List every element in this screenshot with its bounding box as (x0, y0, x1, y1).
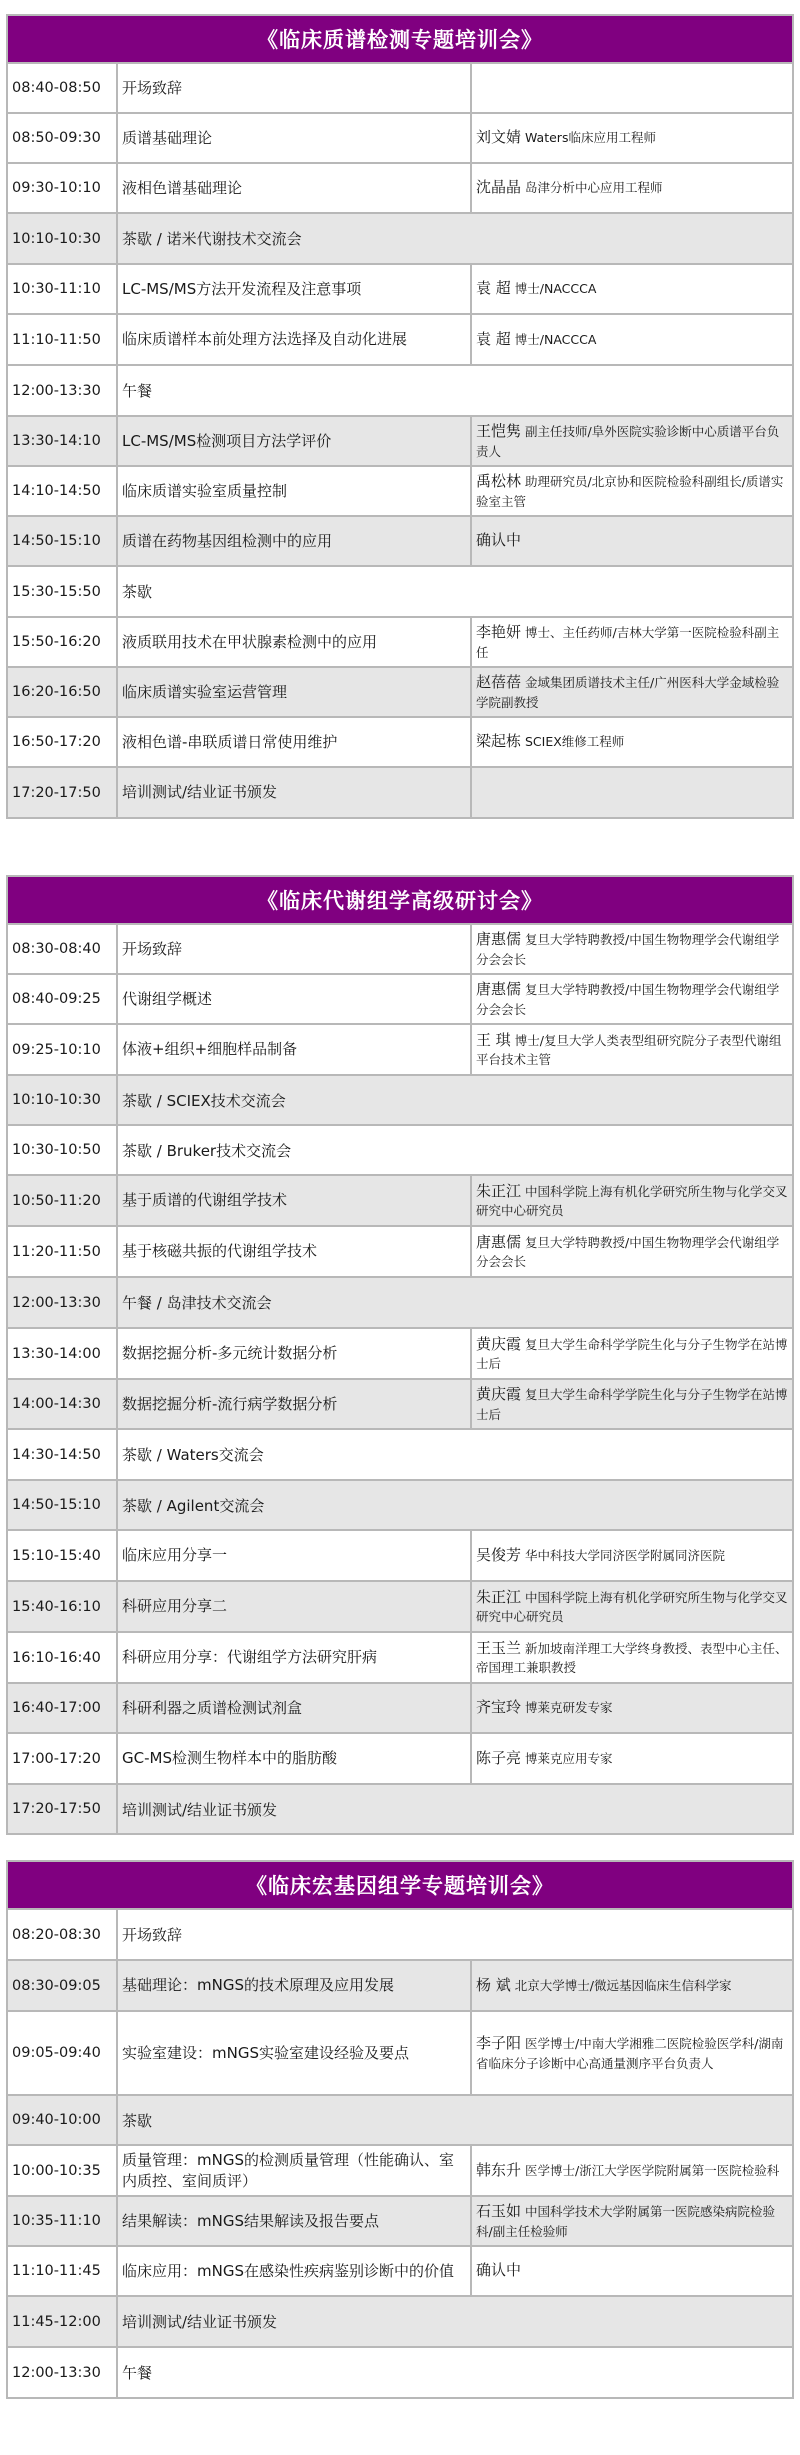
speaker-cell (472, 1025, 792, 1074)
speaker-text (476, 530, 521, 552)
agenda-row (8, 1684, 792, 1734)
session-time: 08:20-08:30 (8, 1910, 118, 1959)
speaker-name: 王玉兰 (476, 1638, 522, 1657)
speaker-cell (472, 2247, 792, 2295)
agenda-row (8, 467, 792, 517)
agenda-row (8, 517, 792, 567)
session-time: 11:10-11:45 (8, 2247, 118, 2295)
session-title: 茶歇 (122, 583, 153, 601)
speaker-cell (472, 1227, 792, 1276)
speaker-cell (472, 114, 792, 162)
speaker-affiliation: 岛津分析中心应用工程师 (525, 180, 663, 196)
agenda-row (8, 265, 792, 315)
session-time: 09:25-10:10 (8, 1025, 118, 1074)
agenda-row (8, 2146, 792, 2197)
agenda-row (8, 567, 792, 618)
speaker-affiliation: 医学博士/中南大学湘雅二医院检验医学科/湖南省临床分子诊断中心高通量测序平台负责人 (476, 2036, 784, 2071)
session-title: 茶歇 / 诺米代谢技术交流会 (122, 230, 302, 248)
session-title: 茶歇 / Bruker技术交流会 (122, 1141, 292, 1160)
session-time: 15:40-16:10 (8, 1582, 118, 1631)
speaker-affiliation: 复旦大学特聘教授/中国生物物理学会代谢组学分会会长 (476, 1234, 780, 1270)
speaker-name: 沈晶晶 (476, 178, 522, 197)
session-title: 数据挖掘分析-流行病学数据分析 (118, 1380, 472, 1428)
speaker-name: 梁起栋 (476, 732, 522, 751)
session-title: 临床质谱实验室质量控制 (118, 467, 472, 515)
speaker-cell (472, 768, 792, 817)
speaker-name: 赵蓓蓓 (476, 673, 522, 692)
agenda-row (8, 1329, 792, 1380)
session-time: 10:00-10:35 (8, 2146, 118, 2195)
speaker-name: 王恺隽 (476, 422, 522, 441)
session-title: 开场致辞 (118, 925, 472, 973)
session-title: 实验室建设：mNGS实验室建设经验及要点 (118, 2012, 472, 2094)
speaker-cell (472, 1531, 792, 1580)
speaker-name: 黄庆霞 (476, 1334, 522, 1353)
session-title: 质谱在药物基因组检测中的应用 (118, 517, 472, 565)
session-time: 11:45-12:00 (8, 2297, 118, 2346)
session-title: GC-MS检测生物样本中的脂肪酸 (118, 1734, 472, 1783)
session-time: 16:10-16:40 (8, 1633, 118, 1682)
agenda-row (8, 1785, 792, 1835)
session-title: 开场致辞 (118, 64, 472, 112)
speaker-text (476, 127, 656, 149)
session-title: 液质联用技术在甲状腺素检测中的应用 (118, 618, 472, 666)
speaker-cell (472, 265, 792, 313)
session-title: 液相色谱基础理论 (118, 164, 472, 212)
speaker-cell (472, 1176, 792, 1225)
session-title: 结果解读：mNGS结果解读及报告要点 (118, 2197, 472, 2245)
session-time: 09:40-10:00 (8, 2096, 118, 2144)
agenda-row (8, 2197, 792, 2247)
session-title: 科研利器之质谱检测试剂盒 (118, 1684, 472, 1732)
speaker-name: 袁 超 (476, 329, 511, 348)
agenda-row (8, 1582, 792, 1633)
speaker-text (476, 1697, 613, 1719)
session-time: 10:10-10:30 (8, 1076, 118, 1124)
speaker-cell (472, 1633, 792, 1682)
session-time: 10:35-11:10 (8, 2197, 118, 2245)
session-time: 10:30-11:10 (8, 265, 118, 313)
speaker-cell (472, 1734, 792, 1783)
agenda-row (8, 975, 792, 1025)
speaker-name: 李艳妍 (476, 623, 522, 642)
speaker-text (476, 622, 788, 662)
session-time: 14:00-14:30 (8, 1380, 118, 1428)
speaker-affiliation: 华中科技大学同济医学附属同济医院 (525, 1547, 726, 1563)
speaker-text (476, 2260, 521, 2282)
speaker-text (476, 672, 788, 712)
speaker-cell (472, 1582, 792, 1631)
speaker-cell (472, 64, 792, 112)
speaker-cell (472, 417, 792, 465)
speaker-affiliation: 北京大学博士/微远基因临床生信科学家 (514, 1977, 732, 1993)
speaker-affiliation: 博士/复旦大学人类表型组研究院分子表型代谢组平台技术主管 (476, 1032, 782, 1068)
speaker-text (476, 1181, 788, 1221)
speaker-affiliation: SCIEX维修工程师 (525, 734, 625, 750)
speaker-name: 王 琪 (476, 1030, 511, 1049)
agenda-row (8, 2096, 792, 2146)
speaker-affiliation: 中国科学院上海有机化学研究所生物与化学交叉研究中心研究员 (476, 1589, 788, 1625)
speaker-affiliation: 复旦大学特聘教授/中国生物物理学会代谢组学分会会长 (476, 982, 780, 1017)
session-title: 茶歇 / Agilent交流会 (122, 1496, 265, 1515)
agenda-row (8, 1227, 792, 1278)
speaker-cell (472, 618, 792, 666)
speaker-affiliation: 博莱克研发专家 (525, 1700, 613, 1716)
session-title: 午餐 / 岛津技术交流会 (122, 1294, 272, 1312)
speaker-text (476, 1638, 788, 1678)
session-time: 12:00-13:30 (8, 366, 118, 415)
speaker-text (476, 329, 596, 351)
speaker-affiliation: 博莱克应用专家 (525, 1750, 613, 1766)
agenda-row (8, 366, 792, 417)
session-title: 体液+组织+细胞样品制备 (118, 1025, 472, 1074)
speaker-name: 杨 斌 (476, 1975, 511, 1994)
speaker-name: 黄庆霞 (476, 1385, 522, 1404)
session-title: 临床应用：mNGS在感染性疾病鉴别诊断中的价值 (118, 2247, 472, 2295)
speaker-affiliation: 中国科学技术大学附属第一医院感染病院检验科/副主任检验师 (476, 2204, 776, 2239)
speaker-text (476, 177, 663, 199)
session-time: 17:20-17:50 (8, 768, 118, 817)
agenda-row (8, 925, 792, 975)
agenda-row (8, 1633, 792, 1684)
agenda-row (8, 1278, 792, 1329)
session-time: 14:50-15:10 (8, 1481, 118, 1529)
speaker-affiliation: 博士/NACCCA (514, 281, 597, 297)
speaker-cell (472, 1380, 792, 1428)
session-time: 09:05-09:40 (8, 2012, 118, 2094)
session-title: 午餐 (122, 2364, 153, 2382)
speaker-text (476, 1384, 788, 1424)
session-title: 茶歇 / SCIEX技术交流会 (122, 1091, 286, 1110)
session-time: 14:50-15:10 (8, 517, 118, 565)
speaker-text (476, 1748, 613, 1770)
agenda-row (8, 1734, 792, 1785)
speaker-text (476, 278, 596, 300)
session-time: 08:30-09:05 (8, 1961, 118, 2010)
section-title: 《临床宏基因组学专题培训会》 (8, 1862, 792, 1910)
session-title: LC-MS/MS方法开发流程及注意事项 (118, 265, 472, 313)
session-title: 临床质谱样本前处理方法选择及自动化进展 (118, 315, 472, 364)
speaker-cell (472, 718, 792, 766)
agenda-row (8, 1910, 792, 1961)
session-time: 08:50-09:30 (8, 114, 118, 162)
session-time: 15:10-15:40 (8, 1531, 118, 1580)
speaker-name: 石玉如 (476, 2202, 522, 2221)
session-time: 13:30-14:10 (8, 417, 118, 465)
speaker-affiliation: 复旦大学生命科学学院生化与分子生物学在站博士后 (476, 1387, 788, 1422)
session-time: 08:40-08:50 (8, 64, 118, 112)
session-title: 基于核磁共振的代谢组学技术 (118, 1227, 472, 1276)
speaker-affiliation: 金域集团质谱技术主任/广州医科大学金域检验学院副教授 (476, 675, 780, 710)
section-title: 《临床质谱检测专题培训会》 (8, 16, 792, 64)
session-title: 代谢组学概述 (118, 975, 472, 1023)
speaker-name: 确认中 (476, 2261, 522, 2280)
speaker-name: 唐惠儒 (476, 1232, 522, 1251)
speaker-text (476, 1587, 788, 1627)
speaker-name: 禹松林 (476, 472, 522, 491)
session-title: 科研应用分享二 (118, 1582, 472, 1631)
session-time: 16:20-16:50 (8, 668, 118, 716)
session-title: 茶歇 / Waters交流会 (122, 1446, 264, 1464)
speaker-cell (472, 517, 792, 565)
speaker-cell (472, 1684, 792, 1732)
agenda-row (8, 164, 792, 214)
speaker-name: 朱正江 (476, 1587, 522, 1606)
session-time: 14:30-14:50 (8, 1430, 118, 1479)
speaker-name: 刘文婧 (476, 128, 522, 147)
speaker-name: 唐惠儒 (476, 930, 522, 949)
speaker-cell (472, 467, 792, 515)
session-title: 数据挖掘分析-多元统计数据分析 (118, 1329, 472, 1378)
agenda-row (8, 668, 792, 718)
session-title: 开场致辞 (122, 1926, 183, 1944)
speaker-affiliation: 博士/NACCCA (514, 331, 597, 347)
agenda-row (8, 2247, 792, 2297)
speaker-text (476, 2033, 788, 2073)
speaker-text (476, 2160, 779, 2182)
speaker-affiliation: Waters临床应用工程师 (525, 130, 656, 146)
speaker-name: 袁 超 (476, 279, 511, 298)
speaker-text (476, 1030, 788, 1070)
agenda-row (8, 618, 792, 668)
speaker-cell (472, 975, 792, 1023)
session-title: LC-MS/MS检测项目方法学评价 (118, 417, 472, 465)
speaker-name: 唐惠儒 (476, 980, 522, 999)
agenda-row (8, 1076, 792, 1126)
session-title: 基础理论：mNGS的技术原理及应用发展 (118, 1961, 472, 2010)
speaker-text (476, 2201, 788, 2241)
speaker-affiliation: 副主任技师/阜外医院实验诊断中心质谱平台负责人 (476, 424, 780, 459)
session-time: 17:00-17:20 (8, 1734, 118, 1783)
session-title: 质谱基础理论 (118, 114, 472, 162)
speaker-cell (472, 315, 792, 364)
session-time: 12:00-13:30 (8, 2348, 118, 2397)
speaker-affiliation: 医学博士/浙江大学医学院附属第一医院检验科 (525, 2162, 780, 2178)
speaker-cell (472, 2012, 792, 2094)
session-time: 11:20-11:50 (8, 1227, 118, 1276)
agenda-row (8, 2012, 792, 2096)
session-time: 08:40-09:25 (8, 975, 118, 1023)
session-time: 16:40-17:00 (8, 1684, 118, 1732)
speaker-affiliation: 助理研究员/北京协和医院检验科副组长/质谱实验室主管 (476, 474, 784, 509)
speaker-name: 齐宝玲 (476, 1698, 522, 1717)
session-time: 08:30-08:40 (8, 925, 118, 973)
agenda-row (8, 1380, 792, 1430)
speaker-affiliation: 复旦大学特聘教授/中国生物物理学会代谢组学分会会长 (476, 932, 780, 967)
agenda-row (8, 1531, 792, 1582)
speaker-cell (472, 2197, 792, 2245)
agenda-row (8, 1176, 792, 1227)
speaker-text (476, 979, 788, 1019)
session-time: 09:30-10:10 (8, 164, 118, 212)
session-title: 基于质谱的代谢组学技术 (118, 1176, 472, 1225)
agenda-row (8, 214, 792, 265)
speaker-affiliation: 新加坡南洋理工大学终身教授、表型中心主任、帝国理工兼职教授 (476, 1640, 788, 1676)
speaker-name: 陈子亮 (476, 1748, 522, 1767)
session-time: 10:10-10:30 (8, 214, 118, 263)
speaker-text (476, 1334, 788, 1374)
speaker-cell (472, 1961, 792, 2010)
agenda-row (8, 64, 792, 114)
session-time: 14:10-14:50 (8, 467, 118, 515)
agenda-section (6, 875, 794, 1835)
speaker-affiliation: 复旦大学生命科学学院生化与分子生物学在站博士后 (476, 1336, 788, 1372)
speaker-cell (472, 2146, 792, 2195)
session-time: 12:00-13:30 (8, 1278, 118, 1327)
session-title: 培训测试/结业证书颁发 (122, 2313, 278, 2331)
speaker-cell (472, 164, 792, 212)
speaker-affiliation: 中国科学院上海有机化学研究所生物与化学交叉研究中心研究员 (476, 1183, 788, 1219)
session-time: 15:50-16:20 (8, 618, 118, 666)
speaker-cell (472, 925, 792, 973)
session-time: 11:10-11:50 (8, 315, 118, 364)
speaker-cell (472, 1329, 792, 1378)
speaker-text (476, 929, 788, 969)
session-time: 10:50-11:20 (8, 1176, 118, 1225)
agenda-row (8, 1481, 792, 1531)
session-time: 10:30-10:50 (8, 1126, 118, 1174)
speaker-text (476, 731, 624, 753)
session-title: 临床应用分享一 (118, 1531, 472, 1580)
session-title: 培训测试/结业证书颁发 (122, 1800, 278, 1819)
agenda-section (6, 14, 794, 819)
agenda-row (8, 2348, 792, 2399)
speaker-text (476, 471, 788, 511)
speaker-name: 李子阳 (476, 2034, 522, 2053)
speaker-text (476, 1232, 788, 1272)
session-title: 培训测试/结业证书颁发 (118, 768, 472, 817)
session-title: 午餐 (122, 382, 153, 400)
speaker-name: 韩东升 (476, 2160, 522, 2179)
agenda-row (8, 417, 792, 467)
session-title: 质量管理：mNGS的检测质量管理（性能确认、室内质控、室间质评） (118, 2146, 472, 2195)
agenda-row (8, 718, 792, 768)
speaker-text (476, 1975, 731, 1997)
session-time: 15:30-15:50 (8, 567, 118, 616)
agenda-section (6, 1860, 794, 2399)
session-time: 16:50-17:20 (8, 718, 118, 766)
speaker-name: 吴俊芳 (476, 1545, 522, 1564)
speaker-affiliation: 博士、主任药师/吉林大学第一医院检验科副主任 (476, 625, 780, 660)
agenda-row (8, 1025, 792, 1076)
session-title: 科研应用分享：代谢组学方法研究肝病 (118, 1633, 472, 1682)
speaker-name: 朱正江 (476, 1181, 522, 1200)
speaker-text (476, 1545, 725, 1567)
session-time: 13:30-14:00 (8, 1329, 118, 1378)
speaker-text (476, 421, 788, 461)
agenda-row (8, 1430, 792, 1481)
session-title: 液相色谱-串联质谱日常使用维护 (118, 718, 472, 766)
agenda-row (8, 768, 792, 819)
agenda-row (8, 1961, 792, 2012)
speaker-cell (472, 668, 792, 716)
speaker-name: 确认中 (476, 531, 522, 550)
session-title: 临床质谱实验室运营管理 (118, 668, 472, 716)
agenda-row (8, 114, 792, 164)
agenda-row (8, 2297, 792, 2348)
section-title: 《临床代谢组学高级研讨会》 (8, 877, 792, 925)
session-title: 茶歇 (122, 2111, 153, 2130)
agenda-row (8, 1126, 792, 1176)
session-time: 17:20-17:50 (8, 1785, 118, 1833)
agenda-row (8, 315, 792, 366)
